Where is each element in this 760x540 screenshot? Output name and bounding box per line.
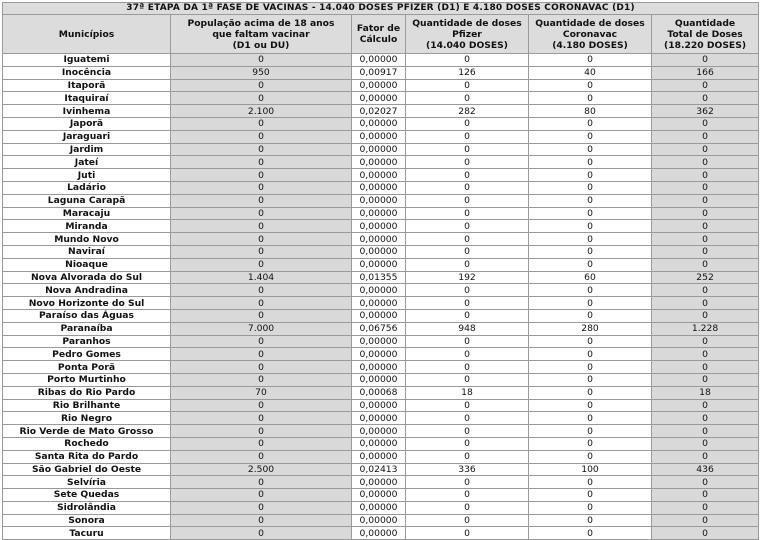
cell-pfizer: 0 xyxy=(406,348,529,361)
cell-populacao: 0 xyxy=(171,207,352,220)
table-row xyxy=(3,156,759,169)
table-row xyxy=(3,309,759,322)
cell-municipio: Paraíso das Águas xyxy=(3,309,171,322)
cell-total: 0 xyxy=(652,361,759,374)
cell-pfizer: 948 xyxy=(406,322,529,335)
cell-pfizer: 0 xyxy=(406,501,529,514)
cell-municipio: Laguna Carapã xyxy=(3,194,171,207)
table-row xyxy=(3,105,759,118)
header-coronavac-line2: Coronavac xyxy=(562,28,618,40)
header-total-line2: Total de Doses xyxy=(667,28,743,40)
cell-total: 0 xyxy=(652,143,759,156)
cell-populacao: 0 xyxy=(171,501,352,514)
cell-coronavac: 0 xyxy=(529,450,652,463)
table-row xyxy=(3,220,759,233)
cell-pfizer: 0 xyxy=(406,54,529,67)
table-body xyxy=(3,54,759,540)
cell-pfizer: 0 xyxy=(406,373,529,386)
cell-municipio: Ivinhema xyxy=(3,105,171,118)
cell-fator: 0,00000 xyxy=(352,373,406,386)
table-row xyxy=(3,169,759,182)
cell-pfizer: 0 xyxy=(406,169,529,182)
cell-populacao: 0 xyxy=(171,514,352,527)
header-coronavac xyxy=(529,15,652,54)
table-title: 37ª ETAPA DA 1ª FASE DE VACINAS - 14.040 DOSES PFIZER (D1) E 4.180 DOSES CORONAVAC (D1) xyxy=(3,3,759,15)
cell-total: 0 xyxy=(652,399,759,412)
cell-fator: 0,00000 xyxy=(352,527,406,540)
cell-populacao: 0 xyxy=(171,92,352,105)
cell-fator: 0,02413 xyxy=(352,463,406,476)
cell-municipio: Novo Horizonte do Sul xyxy=(3,297,171,310)
header-total-line3: (18.220 DOSES) xyxy=(664,39,747,51)
cell-pfizer: 0 xyxy=(406,514,529,527)
cell-municipio: Maracaju xyxy=(3,207,171,220)
table-row xyxy=(3,284,759,297)
cell-total: 0 xyxy=(652,501,759,514)
cell-coronavac: 0 xyxy=(529,220,652,233)
cell-coronavac: 0 xyxy=(529,399,652,412)
cell-municipio: Nova Andradina xyxy=(3,284,171,297)
table-row xyxy=(3,425,759,438)
cell-coronavac: 100 xyxy=(529,463,652,476)
cell-municipio: São Gabriel do Oeste xyxy=(3,463,171,476)
cell-municipio: Santa Rita do Pardo xyxy=(3,450,171,463)
table-row xyxy=(3,194,759,207)
cell-fator: 0,00000 xyxy=(352,425,406,438)
table-row xyxy=(3,437,759,450)
cell-total: 166 xyxy=(652,66,759,79)
cell-pfizer: 126 xyxy=(406,66,529,79)
cell-pfizer: 0 xyxy=(406,79,529,92)
cell-populacao: 0 xyxy=(171,348,352,361)
cell-fator: 0,00917 xyxy=(352,66,406,79)
cell-populacao: 0 xyxy=(171,194,352,207)
cell-fator: 0,00000 xyxy=(352,156,406,169)
cell-municipio: Paranaíba xyxy=(3,322,171,335)
table-row xyxy=(3,527,759,540)
cell-municipio: Jardim xyxy=(3,143,171,156)
header-pfizer-line2: Pfizer xyxy=(452,28,482,40)
cell-municipio: Ladário xyxy=(3,181,171,194)
cell-coronavac: 0 xyxy=(529,309,652,322)
cell-coronavac: 0 xyxy=(529,169,652,182)
table-row xyxy=(3,117,759,130)
cell-pfizer: 0 xyxy=(406,412,529,425)
cell-municipio: Pedro Gomes xyxy=(3,348,171,361)
cell-populacao: 2.500 xyxy=(171,463,352,476)
header-populacao-line3: (D1 ou DU) xyxy=(232,39,290,51)
cell-total: 0 xyxy=(652,54,759,67)
cell-total: 0 xyxy=(652,335,759,348)
cell-pfizer: 0 xyxy=(406,476,529,489)
cell-fator: 0,00000 xyxy=(352,514,406,527)
cell-populacao: 0 xyxy=(171,181,352,194)
cell-fator: 0,00000 xyxy=(352,437,406,450)
cell-coronavac: 0 xyxy=(529,92,652,105)
cell-pfizer: 18 xyxy=(406,386,529,399)
cell-populacao: 0 xyxy=(171,527,352,540)
cell-populacao: 0 xyxy=(171,399,352,412)
cell-coronavac: 0 xyxy=(529,156,652,169)
cell-populacao: 0 xyxy=(171,373,352,386)
cell-municipio: Mundo Novo xyxy=(3,233,171,246)
cell-fator: 0,00000 xyxy=(352,54,406,67)
cell-total: 436 xyxy=(652,463,759,476)
cell-coronavac: 0 xyxy=(529,437,652,450)
cell-fator: 0,06756 xyxy=(352,322,406,335)
cell-fator: 0,00000 xyxy=(352,284,406,297)
header-pfizer-line3: (14.040 DOSES) xyxy=(426,39,508,51)
table-row xyxy=(3,79,759,92)
table-row xyxy=(3,399,759,412)
header-populacao-line2: que faltam vacinar xyxy=(212,28,310,40)
cell-populacao: 0 xyxy=(171,117,352,130)
cell-fator: 0,00000 xyxy=(352,194,406,207)
cell-fator: 0,02027 xyxy=(352,105,406,118)
cell-coronavac: 80 xyxy=(529,105,652,118)
cell-fator: 0,00000 xyxy=(352,258,406,271)
cell-total: 0 xyxy=(652,130,759,143)
header-pfizer xyxy=(406,15,529,54)
cell-pfizer: 0 xyxy=(406,297,529,310)
cell-populacao: 0 xyxy=(171,450,352,463)
cell-fator: 0,00000 xyxy=(352,348,406,361)
cell-coronavac: 0 xyxy=(529,514,652,527)
cell-municipio: Rio Brilhante xyxy=(3,399,171,412)
table-row xyxy=(3,348,759,361)
cell-coronavac: 0 xyxy=(529,143,652,156)
cell-coronavac: 0 xyxy=(529,54,652,67)
cell-populacao: 0 xyxy=(171,412,352,425)
cell-fator: 0,00000 xyxy=(352,245,406,258)
cell-municipio: Itaporã xyxy=(3,79,171,92)
cell-coronavac: 0 xyxy=(529,361,652,374)
cell-pfizer: 0 xyxy=(406,233,529,246)
cell-municipio: Sonora xyxy=(3,514,171,527)
cell-municipio: Rio Verde de Mato Grosso xyxy=(3,425,171,438)
cell-fator: 0,00000 xyxy=(352,412,406,425)
cell-fator: 0,00000 xyxy=(352,297,406,310)
cell-coronavac: 0 xyxy=(529,476,652,489)
cell-total: 0 xyxy=(652,373,759,386)
table-row xyxy=(3,258,759,271)
cell-populacao: 70 xyxy=(171,386,352,399)
table-row xyxy=(3,489,759,502)
cell-total: 0 xyxy=(652,437,759,450)
cell-municipio: Miranda xyxy=(3,220,171,233)
cell-populacao: 2.100 xyxy=(171,105,352,118)
header-municipios: Municípios xyxy=(3,15,171,54)
cell-municipio: Tacuru xyxy=(3,527,171,540)
table-row xyxy=(3,271,759,284)
table-row xyxy=(3,245,759,258)
cell-fator: 0,00000 xyxy=(352,181,406,194)
cell-coronavac: 0 xyxy=(529,527,652,540)
cell-pfizer: 0 xyxy=(406,156,529,169)
cell-pfizer: 0 xyxy=(406,284,529,297)
cell-coronavac: 0 xyxy=(529,373,652,386)
cell-total: 0 xyxy=(652,245,759,258)
table-row xyxy=(3,476,759,489)
cell-municipio: Itaquiraí xyxy=(3,92,171,105)
cell-coronavac: 0 xyxy=(529,501,652,514)
table-row xyxy=(3,514,759,527)
cell-total: 0 xyxy=(652,156,759,169)
cell-pfizer: 0 xyxy=(406,92,529,105)
cell-municipio: Jaraguari xyxy=(3,130,171,143)
header-coronavac-line3: (4.180 DOSES) xyxy=(552,39,628,51)
cell-fator: 0,00000 xyxy=(352,233,406,246)
cell-populacao: 0 xyxy=(171,297,352,310)
cell-municipio: Iguatemi xyxy=(3,54,171,67)
cell-total: 0 xyxy=(652,514,759,527)
table-row xyxy=(3,412,759,425)
header-total xyxy=(652,15,759,54)
cell-coronavac: 40 xyxy=(529,66,652,79)
cell-municipio: Rochedo xyxy=(3,437,171,450)
table-row xyxy=(3,92,759,105)
header-pfizer-line1: Quantidade de doses xyxy=(412,17,522,29)
cell-pfizer: 0 xyxy=(406,527,529,540)
cell-pfizer: 282 xyxy=(406,105,529,118)
cell-fator: 0,00000 xyxy=(352,207,406,220)
cell-populacao: 0 xyxy=(171,54,352,67)
cell-municipio: Ponta Porã xyxy=(3,361,171,374)
cell-total: 0 xyxy=(652,79,759,92)
cell-total: 1.228 xyxy=(652,322,759,335)
cell-pfizer: 0 xyxy=(406,207,529,220)
cell-fator: 0,00068 xyxy=(352,386,406,399)
table-row xyxy=(3,233,759,246)
cell-pfizer: 0 xyxy=(406,425,529,438)
cell-total: 0 xyxy=(652,348,759,361)
table-row xyxy=(3,361,759,374)
cell-populacao: 0 xyxy=(171,335,352,348)
cell-populacao: 0 xyxy=(171,79,352,92)
cell-fator: 0,00000 xyxy=(352,117,406,130)
cell-total: 0 xyxy=(652,297,759,310)
cell-total: 0 xyxy=(652,489,759,502)
cell-total: 18 xyxy=(652,386,759,399)
cell-pfizer: 0 xyxy=(406,450,529,463)
cell-pfizer: 0 xyxy=(406,130,529,143)
table-row xyxy=(3,297,759,310)
cell-fator: 0,00000 xyxy=(352,79,406,92)
cell-populacao: 0 xyxy=(171,156,352,169)
table-row xyxy=(3,143,759,156)
cell-pfizer: 0 xyxy=(406,361,529,374)
cell-populacao: 0 xyxy=(171,143,352,156)
cell-total: 0 xyxy=(652,194,759,207)
cell-pfizer: 0 xyxy=(406,258,529,271)
cell-populacao: 950 xyxy=(171,66,352,79)
cell-coronavac: 0 xyxy=(529,425,652,438)
header-populacao xyxy=(171,15,352,54)
cell-coronavac: 280 xyxy=(529,322,652,335)
cell-pfizer: 0 xyxy=(406,143,529,156)
cell-total: 0 xyxy=(652,527,759,540)
cell-populacao: 7.000 xyxy=(171,322,352,335)
cell-total: 0 xyxy=(652,117,759,130)
cell-fator: 0,00000 xyxy=(352,399,406,412)
cell-fator: 0,00000 xyxy=(352,309,406,322)
header-fator xyxy=(352,15,406,54)
cell-municipio: Jateí xyxy=(3,156,171,169)
cell-coronavac: 0 xyxy=(529,194,652,207)
cell-total: 0 xyxy=(652,181,759,194)
cell-fator: 0,00000 xyxy=(352,130,406,143)
cell-pfizer: 192 xyxy=(406,271,529,284)
cell-municipio: Rio Negro xyxy=(3,412,171,425)
cell-coronavac: 0 xyxy=(529,348,652,361)
cell-pfizer: 0 xyxy=(406,399,529,412)
cell-coronavac: 0 xyxy=(529,335,652,348)
cell-pfizer: 0 xyxy=(406,309,529,322)
cell-municipio: Japorã xyxy=(3,117,171,130)
table-row xyxy=(3,450,759,463)
cell-total: 0 xyxy=(652,284,759,297)
cell-fator: 0,00000 xyxy=(352,476,406,489)
cell-coronavac: 0 xyxy=(529,130,652,143)
cell-total: 0 xyxy=(652,207,759,220)
cell-populacao: 0 xyxy=(171,361,352,374)
cell-fator: 0,00000 xyxy=(352,335,406,348)
table-row xyxy=(3,501,759,514)
header-fator-line2: Cálculo xyxy=(359,34,398,45)
cell-fator: 0,00000 xyxy=(352,92,406,105)
table-row xyxy=(3,181,759,194)
table-row xyxy=(3,335,759,348)
cell-fator: 0,00000 xyxy=(352,489,406,502)
cell-populacao: 1.404 xyxy=(171,271,352,284)
cell-fator: 0,00000 xyxy=(352,220,406,233)
cell-coronavac: 0 xyxy=(529,79,652,92)
cell-coronavac: 0 xyxy=(529,117,652,130)
cell-populacao: 0 xyxy=(171,284,352,297)
table-row xyxy=(3,373,759,386)
cell-municipio: Porto Murtinho xyxy=(3,373,171,386)
cell-populacao: 0 xyxy=(171,169,352,182)
cell-total: 0 xyxy=(652,258,759,271)
cell-pfizer: 0 xyxy=(406,489,529,502)
cell-fator: 0,01355 xyxy=(352,271,406,284)
cell-populacao: 0 xyxy=(171,309,352,322)
cell-pfizer: 0 xyxy=(406,245,529,258)
cell-populacao: 0 xyxy=(171,437,352,450)
cell-populacao: 0 xyxy=(171,425,352,438)
cell-coronavac: 0 xyxy=(529,207,652,220)
cell-pfizer: 0 xyxy=(406,181,529,194)
cell-fator: 0,00000 xyxy=(352,169,406,182)
cell-fator: 0,00000 xyxy=(352,450,406,463)
cell-pfizer: 0 xyxy=(406,437,529,450)
cell-municipio: Selvíria xyxy=(3,476,171,489)
cell-total: 252 xyxy=(652,271,759,284)
cell-total: 362 xyxy=(652,105,759,118)
cell-coronavac: 0 xyxy=(529,386,652,399)
cell-pfizer: 336 xyxy=(406,463,529,476)
cell-populacao: 0 xyxy=(171,258,352,271)
cell-total: 0 xyxy=(652,476,759,489)
cell-coronavac: 60 xyxy=(529,271,652,284)
cell-pfizer: 0 xyxy=(406,194,529,207)
cell-pfizer: 0 xyxy=(406,117,529,130)
cell-municipio: Sidrolândia xyxy=(3,501,171,514)
vaccine-distribution-table xyxy=(2,2,759,540)
table-row xyxy=(3,386,759,399)
cell-coronavac: 0 xyxy=(529,258,652,271)
cell-populacao: 0 xyxy=(171,489,352,502)
cell-coronavac: 0 xyxy=(529,297,652,310)
table-row xyxy=(3,54,759,67)
cell-municipio: Inocência xyxy=(3,66,171,79)
table-row xyxy=(3,66,759,79)
cell-populacao: 0 xyxy=(171,245,352,258)
cell-municipio: Nova Alvorada do Sul xyxy=(3,271,171,284)
cell-coronavac: 0 xyxy=(529,284,652,297)
cell-populacao: 0 xyxy=(171,476,352,489)
cell-coronavac: 0 xyxy=(529,233,652,246)
cell-fator: 0,00000 xyxy=(352,501,406,514)
cell-total: 0 xyxy=(652,450,759,463)
header-populacao-line1: População acima de 18 anos xyxy=(187,17,335,29)
cell-total: 0 xyxy=(652,92,759,105)
table-row xyxy=(3,207,759,220)
table-row xyxy=(3,463,759,476)
cell-total: 0 xyxy=(652,309,759,322)
cell-populacao: 0 xyxy=(171,130,352,143)
cell-total: 0 xyxy=(652,169,759,182)
cell-fator: 0,00000 xyxy=(352,143,406,156)
cell-municipio: Nioaque xyxy=(3,258,171,271)
table-row xyxy=(3,130,759,143)
cell-populacao: 0 xyxy=(171,233,352,246)
cell-coronavac: 0 xyxy=(529,489,652,502)
cell-fator: 0,00000 xyxy=(352,361,406,374)
header-fator-line1: Fator de xyxy=(356,23,401,34)
cell-total: 0 xyxy=(652,233,759,246)
cell-municipio: Naviraí xyxy=(3,245,171,258)
cell-populacao: 0 xyxy=(171,220,352,233)
cell-municipio: Ribas do Rio Pardo xyxy=(3,386,171,399)
cell-total: 0 xyxy=(652,425,759,438)
cell-pfizer: 0 xyxy=(406,335,529,348)
header-total-line1: Quantidade xyxy=(674,17,736,29)
cell-pfizer: 0 xyxy=(406,220,529,233)
cell-coronavac: 0 xyxy=(529,245,652,258)
table-row xyxy=(3,322,759,335)
cell-total: 0 xyxy=(652,220,759,233)
cell-total: 0 xyxy=(652,412,759,425)
cell-coronavac: 0 xyxy=(529,181,652,194)
cell-municipio: Juti xyxy=(3,169,171,182)
cell-coronavac: 0 xyxy=(529,412,652,425)
cell-municipio: Paranhos xyxy=(3,335,171,348)
header-coronavac-line1: Quantidade de doses xyxy=(535,17,645,29)
cell-municipio: Sete Quedas xyxy=(3,489,171,502)
